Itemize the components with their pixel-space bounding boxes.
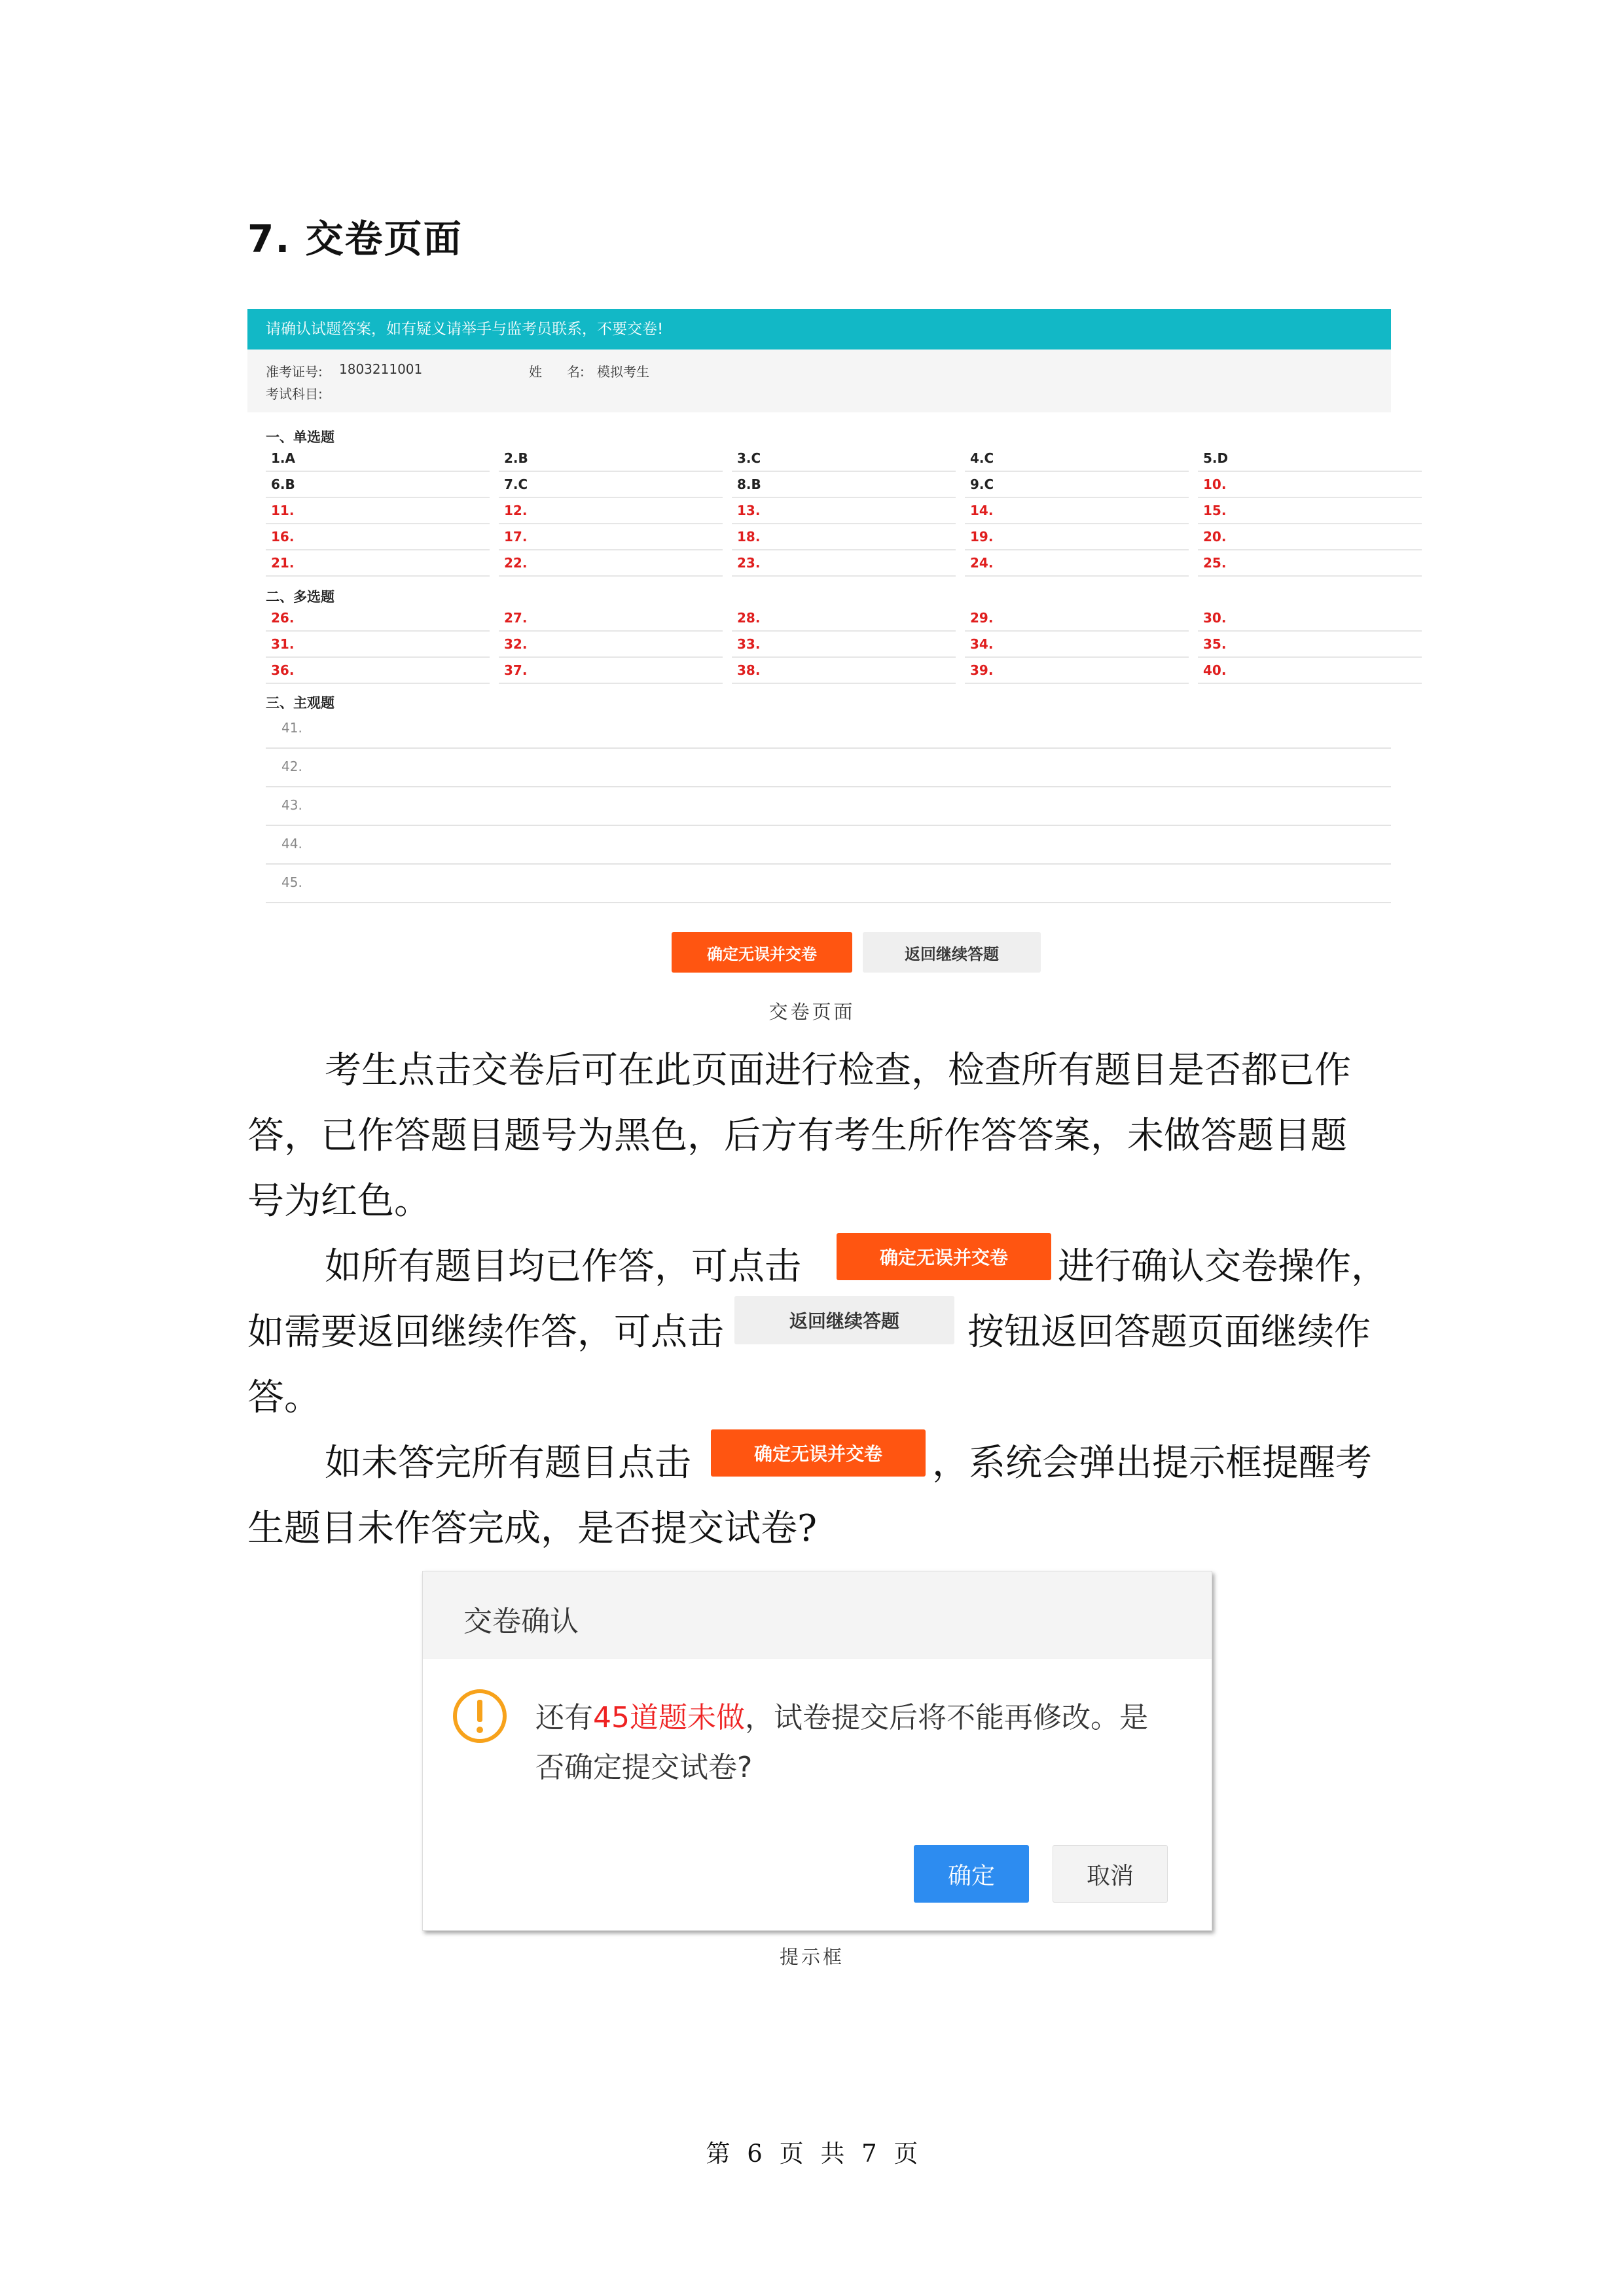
question-number: 31. [271,636,295,652]
question-number: 22. [504,555,528,571]
question-number: 39. [970,662,994,678]
figure-caption-2: 提示框 [779,1946,844,1968]
question-number: 23. [737,555,761,571]
subjective-question: 41. [281,720,302,736]
question-divider [732,656,956,658]
dialog-header [423,1571,1212,1659]
question-number: 13. [737,503,761,518]
question-number: 4.C [970,450,994,466]
question-number: 12. [504,503,528,518]
question-divider [732,523,956,524]
dialog-message-rest: ，试卷提交后将不能再修改。是 [745,1701,1148,1734]
ticket-value: 1803211001 [339,361,423,377]
subjective-question: 43. [281,797,302,813]
question-number: 9.C [970,476,994,492]
question-number: 38. [737,662,761,678]
question-number: 14. [970,503,994,518]
question-divider [965,575,1189,577]
notice-bar: 请确认试题答案，如有疑义请举手与监考员联系，不要交卷! [247,309,1391,350]
dialog-message-line-2: 否确定提交试卷? [535,1751,753,1784]
submission-page-screenshot [247,309,1391,963]
paragraph-1-line-2: 答，已作答题目题号为黑色，后方有考生所作答答案，未做答题目题 [247,1115,1347,1157]
question-number: 1.A [271,450,295,466]
question-divider [266,630,490,632]
question-number: 25. [1203,555,1227,571]
question-divider [1198,630,1422,632]
question-number: 30. [1203,610,1227,626]
question-divider [1198,656,1422,658]
question-divider [499,549,723,550]
paragraph-3-part-a: 如未答完所有题目点击 [325,1442,691,1484]
question-number: 34. [970,636,994,652]
name-value: 模拟考生 [597,364,649,380]
question-divider [732,683,956,684]
question-divider [499,523,723,524]
paragraph-1-line-1: 考生点击交卷后可在此页面进行检查，检查所有题目是否都已作 [325,1049,1351,1092]
inline-back-button: 返回继续答题 [734,1296,954,1344]
warning-icon [452,1688,508,1744]
question-divider [965,683,1189,684]
subjective-question: 45. [281,874,302,890]
subjective-divider [266,786,1391,787]
question-divider [732,575,956,577]
question-divider [965,549,1189,550]
question-number: 6.B [271,476,295,492]
question-divider [499,471,723,472]
question-divider [732,549,956,550]
name-label: 姓 [529,364,542,380]
question-divider [965,656,1189,658]
question-number: 3.C [737,450,761,466]
subjective-divider [266,863,1391,865]
subjective-divider [266,902,1391,903]
figure-caption-1: 交卷页面 [768,1001,856,1023]
question-divider [1198,683,1422,684]
question-divider [499,656,723,658]
subjective-question: 44. [281,836,302,852]
question-divider [965,523,1189,524]
paragraph-2-part-c: 如需要返回继续作答，可点击 [247,1311,724,1354]
dialog-message-prefix: 还有 [535,1701,593,1734]
dialog-ok-button[interactable]: 确定 [914,1845,1029,1903]
page-footer: 第 6 页 共 7 页 [706,2140,918,2168]
question-number: 37. [504,662,528,678]
name-label-2: 名: [567,364,585,380]
question-divider [732,497,956,498]
question-divider [266,683,490,684]
question-number: 18. [737,529,761,545]
question-divider [266,656,490,658]
question-divider [266,575,490,577]
inline-submit-button: 确定无误并交卷 [837,1233,1051,1280]
question-number: 28. [737,610,761,626]
section-single-choice: 一、单选题 [266,429,334,445]
paragraph-2-part-e: 答。 [247,1376,321,1419]
subjective-divider [266,825,1391,826]
section-heading: 7. 交卷页面 [247,217,463,261]
section-multi-choice: 二、多选题 [266,589,334,605]
question-divider [1198,523,1422,524]
paragraph-1-line-3: 号为红色。 [247,1180,431,1223]
paragraph-3-part-c: 生题目未作答完成，是否提交试卷? [247,1507,818,1550]
subjective-divider [266,747,1391,749]
dialog-cancel-button[interactable]: 取消 [1053,1845,1168,1903]
dialog-title: 交卷确认 [463,1605,579,1638]
question-number: 2.B [504,450,528,466]
question-divider [732,471,956,472]
ticket-label: 准考证号: [266,364,323,380]
question-number: 17. [504,529,528,545]
question-number: 32. [504,636,528,652]
paragraph-3-part-b: ，系统会弹出提示框提醒考 [932,1442,1372,1484]
question-number: 21. [271,555,295,571]
back-to-answering-button[interactable]: 返回继续答题 [863,932,1041,973]
question-divider [965,471,1189,472]
inline-submit-button-2: 确定无误并交卷 [711,1429,926,1477]
dialog-message [535,1693,1148,1793]
question-divider [732,630,956,632]
question-divider [499,683,723,684]
paragraph-2-part-b: 进行确认交卷操作， [1058,1246,1388,1288]
question-divider [266,549,490,550]
unanswered-count: 45道题未做 [593,1701,745,1734]
paragraph-2-part-a: 如所有题目均已作答，可点击 [325,1246,801,1288]
question-divider [266,497,490,498]
question-divider [965,630,1189,632]
question-number: 27. [504,610,528,626]
question-divider [499,575,723,577]
question-number: 20. [1203,529,1227,545]
subjective-question: 42. [281,759,302,774]
question-number: 24. [970,555,994,571]
question-number: 10. [1203,476,1227,492]
candidate-info-panel [247,350,1391,412]
question-divider [1198,497,1422,498]
question-divider [965,497,1189,498]
question-number: 15. [1203,503,1227,518]
question-number: 7.C [504,476,528,492]
question-divider [266,471,490,472]
question-divider [1198,471,1422,472]
question-number: 5.D [1203,450,1229,466]
section-subjective: 三、主观题 [266,695,334,711]
question-number: 35. [1203,636,1227,652]
question-number: 16. [271,529,295,545]
question-number: 40. [1203,662,1227,678]
question-number: 8.B [737,476,761,492]
subject-label: 考试科目: [266,386,323,402]
question-divider [1198,549,1422,550]
question-number: 33. [737,636,761,652]
submit-confirm-dialog [422,1571,1212,1931]
paragraph-2-part-d: 按钮返回答题页面继续作 [967,1311,1371,1354]
question-number: 26. [271,610,295,626]
question-number: 11. [271,503,295,518]
question-divider [266,523,490,524]
question-number: 36. [271,662,295,678]
confirm-submit-button[interactable]: 确定无误并交卷 [672,932,852,973]
question-number: 19. [970,529,994,545]
question-divider [499,497,723,498]
question-divider [1198,575,1422,577]
question-divider [499,630,723,632]
question-number: 29. [970,610,994,626]
